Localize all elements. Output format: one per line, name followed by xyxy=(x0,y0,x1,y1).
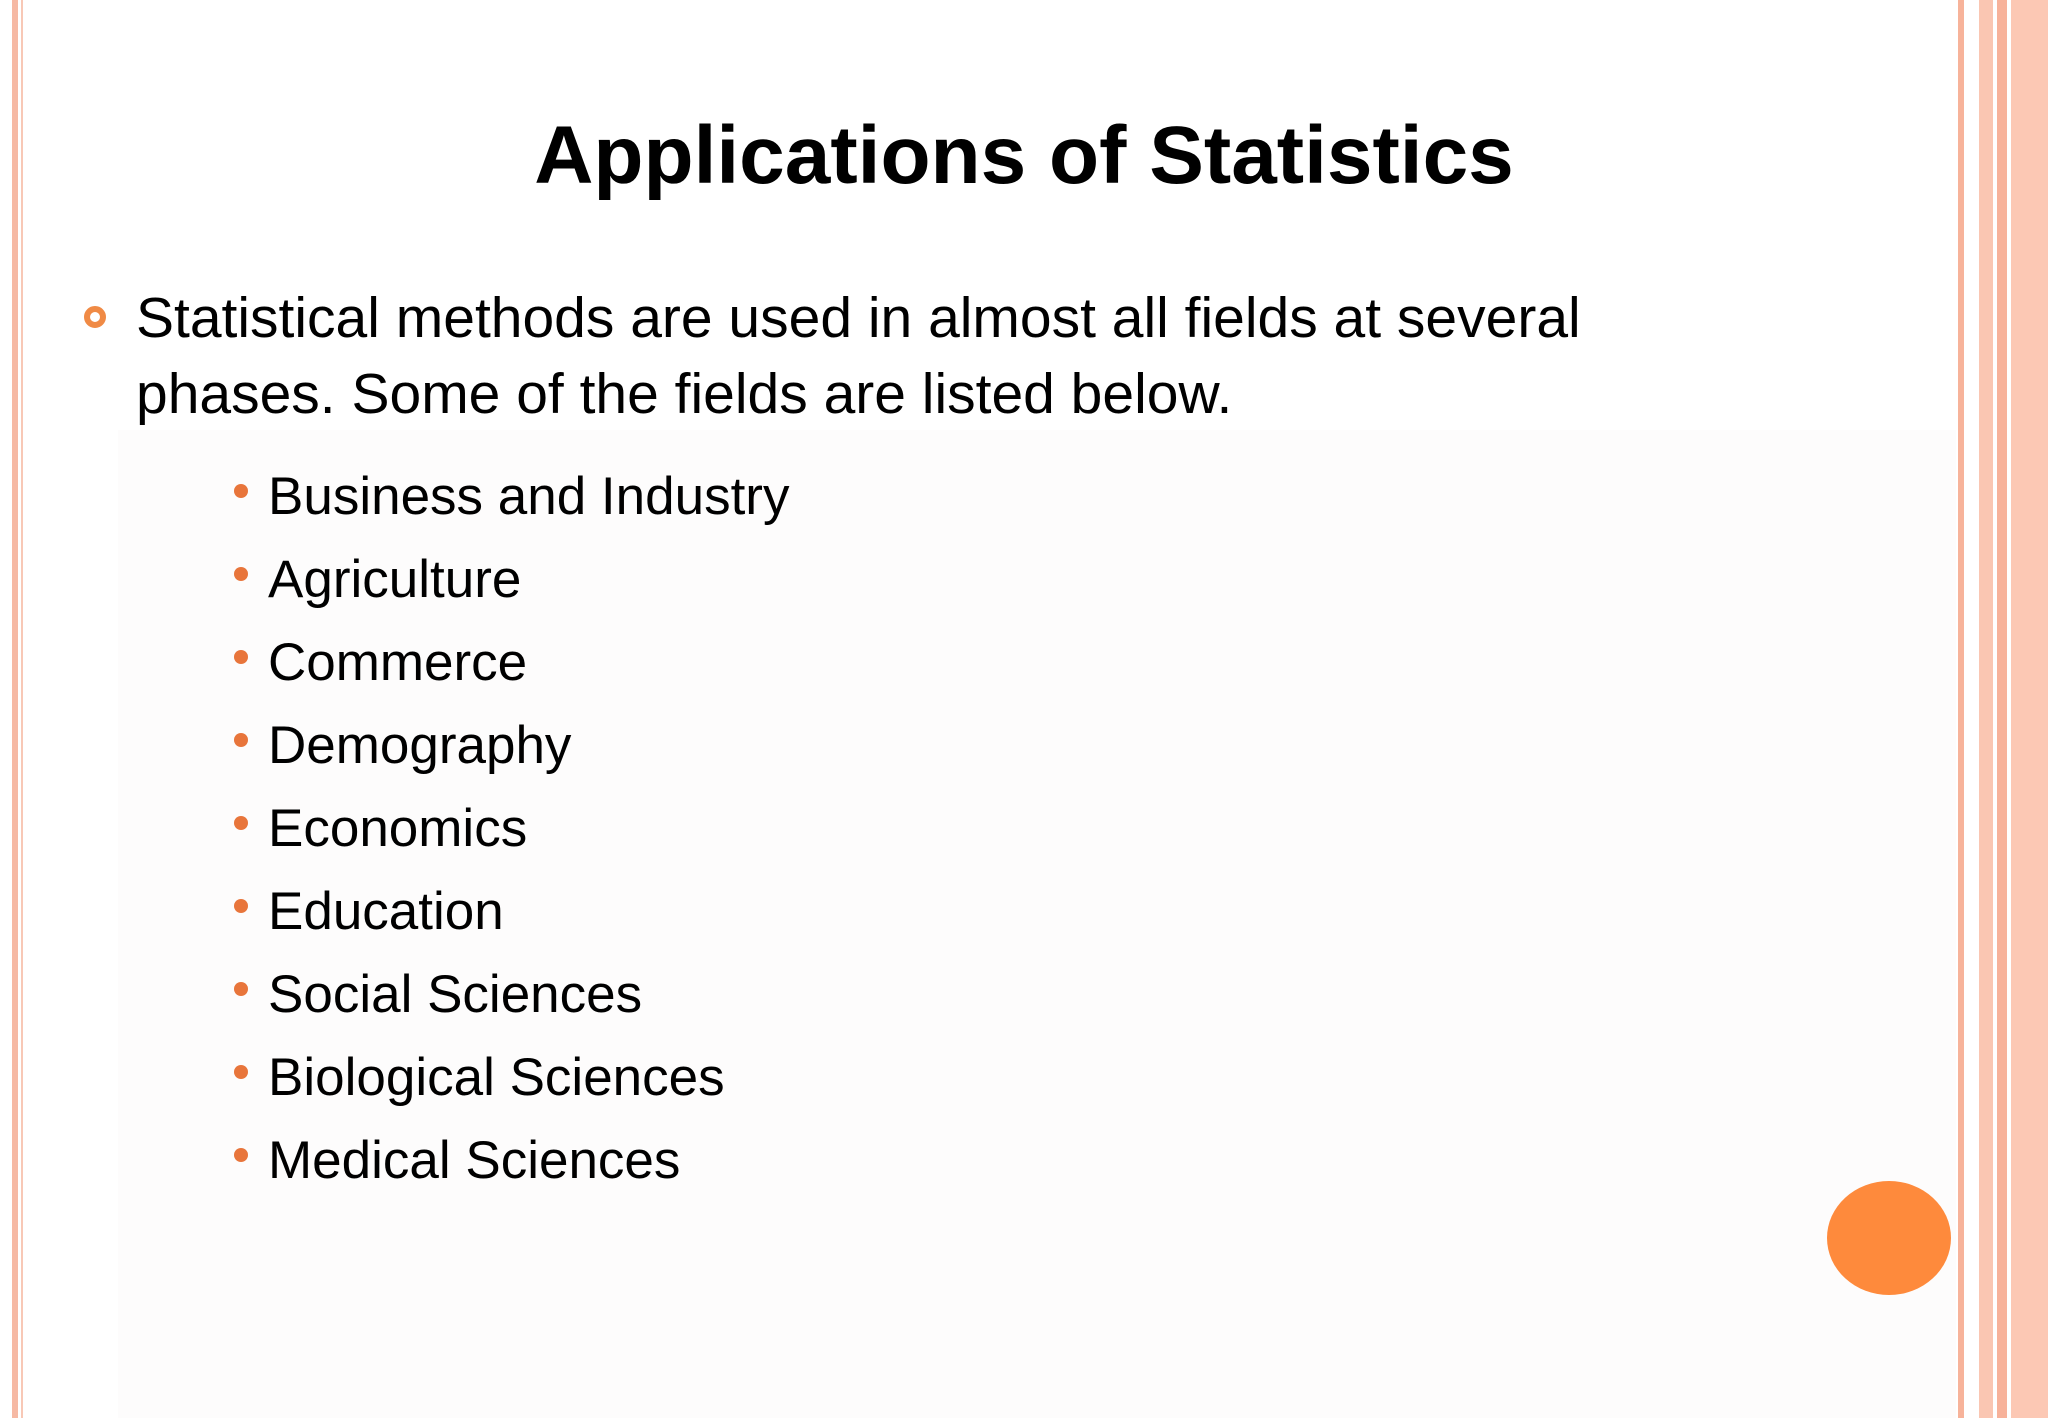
dot-bullet-icon xyxy=(234,1148,248,1162)
slide-title: Applications of Statistics xyxy=(534,110,1514,201)
fields-list xyxy=(232,462,789,1209)
dot-bullet-icon xyxy=(234,899,248,913)
left-border-stripe-thin xyxy=(21,0,23,1418)
right-border-stripe xyxy=(1979,0,1993,1418)
list-item xyxy=(232,711,789,794)
dot-bullet-icon xyxy=(234,816,248,830)
field-label: Biological Sciences xyxy=(268,1048,725,1107)
ring-bullet-icon xyxy=(84,306,106,328)
dot-bullet-icon xyxy=(234,650,248,664)
list-item xyxy=(232,877,789,960)
dot-bullet-icon xyxy=(234,982,248,996)
right-border-stripe xyxy=(2011,0,2048,1418)
list-item xyxy=(232,794,789,877)
field-label: Education xyxy=(268,882,504,941)
list-item xyxy=(232,1126,789,1209)
right-border-stripe xyxy=(1958,0,1964,1418)
dot-bullet-icon xyxy=(234,1065,248,1079)
list-item xyxy=(232,545,789,628)
list-item xyxy=(232,1043,789,1126)
field-label: Social Sciences xyxy=(268,965,643,1024)
right-border-stripe xyxy=(1997,0,2007,1418)
field-label: Business and Industry xyxy=(268,467,790,526)
list-item xyxy=(232,628,789,711)
intro-text xyxy=(136,280,1776,432)
field-label: Agriculture xyxy=(268,550,522,609)
intro-line-1: Statistical methods are used in almost all fields at several xyxy=(136,286,1581,350)
orange-circle-icon xyxy=(1827,1181,1951,1295)
field-label: Medical Sciences xyxy=(268,1131,681,1190)
left-border-stripe xyxy=(12,0,18,1418)
field-label: Demography xyxy=(268,716,572,775)
field-label: Economics xyxy=(268,799,528,858)
dot-bullet-icon xyxy=(234,733,248,747)
dot-bullet-icon xyxy=(234,484,248,498)
field-label: Commerce xyxy=(268,633,528,692)
intro-line-2: phases. Some of the fields are listed below. xyxy=(136,362,1233,426)
dot-bullet-icon xyxy=(234,567,248,581)
list-item xyxy=(232,960,789,1043)
list-item xyxy=(232,462,789,545)
